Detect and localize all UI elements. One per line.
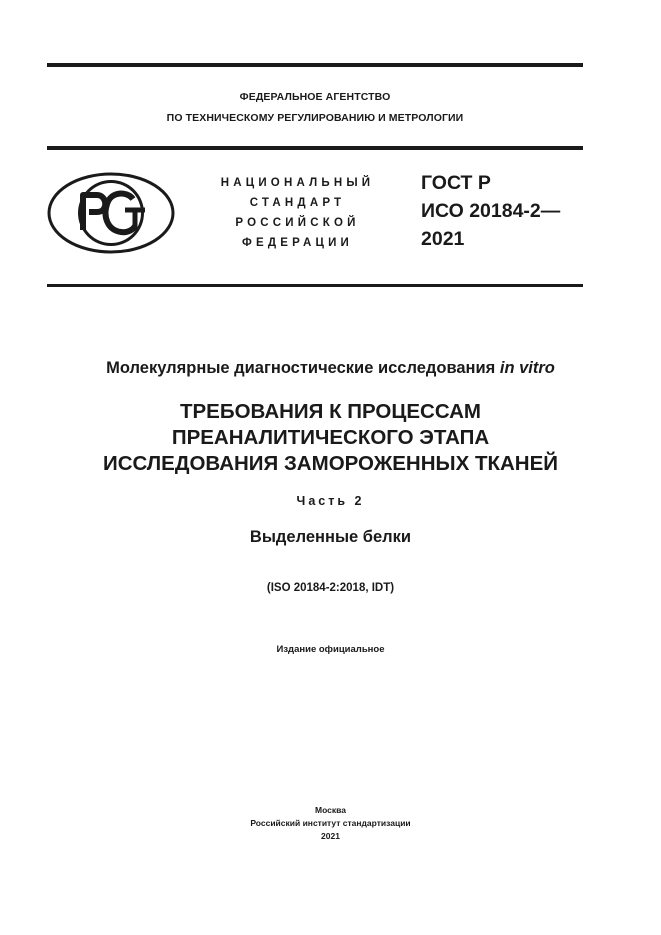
agency-name-line1: ФЕДЕРАЛЬНОЕ АГЕНТСТВО — [239, 91, 391, 103]
national-standard-line1: НАЦИОНАЛЬНЫЙ — [220, 177, 375, 189]
national-standard-label — [205, 173, 390, 253]
title-line3: ИССЛЕДОВАНИЯ ЗАМОРОЖЕННЫХ ТКАНЕЙ — [102, 452, 559, 475]
footer-year: 2021 — [321, 831, 340, 841]
header-divider — [47, 146, 583, 150]
footer-publisher: Российский институт стандартизации — [250, 818, 411, 828]
national-standard-line4: ФЕДЕРАЦИИ — [241, 237, 354, 249]
gost-r-logo-icon — [47, 172, 175, 254]
document-subtitle — [0, 359, 661, 378]
subtitle-main: Молекулярные диагностические исследования — [106, 359, 500, 377]
document-title — [0, 399, 661, 477]
standard-designation — [421, 169, 560, 253]
part-label: Часть 2 — [296, 494, 365, 508]
designation-line2: ИСО 20184-2— — [421, 200, 561, 222]
agency-name-line2: ПО ТЕХНИЧЕСКОМУ РЕГУЛИРОВАНИЮ И МЕТРОЛОГИИ — [166, 112, 464, 124]
top-divider — [47, 63, 583, 67]
subtitle-italic: in vitro — [499, 359, 555, 377]
national-standard-line2: СТАНДАРТ — [249, 197, 346, 209]
header-bottom-divider — [47, 284, 583, 287]
edition-label: Издание официальное — [276, 644, 385, 655]
part-title: Выделенные белки — [249, 528, 412, 546]
publication-footer — [0, 804, 661, 843]
title-line1: ТРЕБОВАНИЯ К ПРОЦЕССАМ — [179, 400, 482, 423]
designation-line3: 2021 — [421, 228, 465, 250]
designation-line1: ГОСТ Р — [421, 172, 491, 194]
title-line2: ПРЕАНАЛИТИЧЕСКОГО ЭТАПА — [171, 426, 490, 449]
iso-reference: (ISO 20184-2:2018, IDT) — [266, 582, 395, 594]
national-standard-line3: РОССИЙСКОЙ — [235, 217, 360, 229]
footer-city: Москва — [315, 805, 346, 815]
